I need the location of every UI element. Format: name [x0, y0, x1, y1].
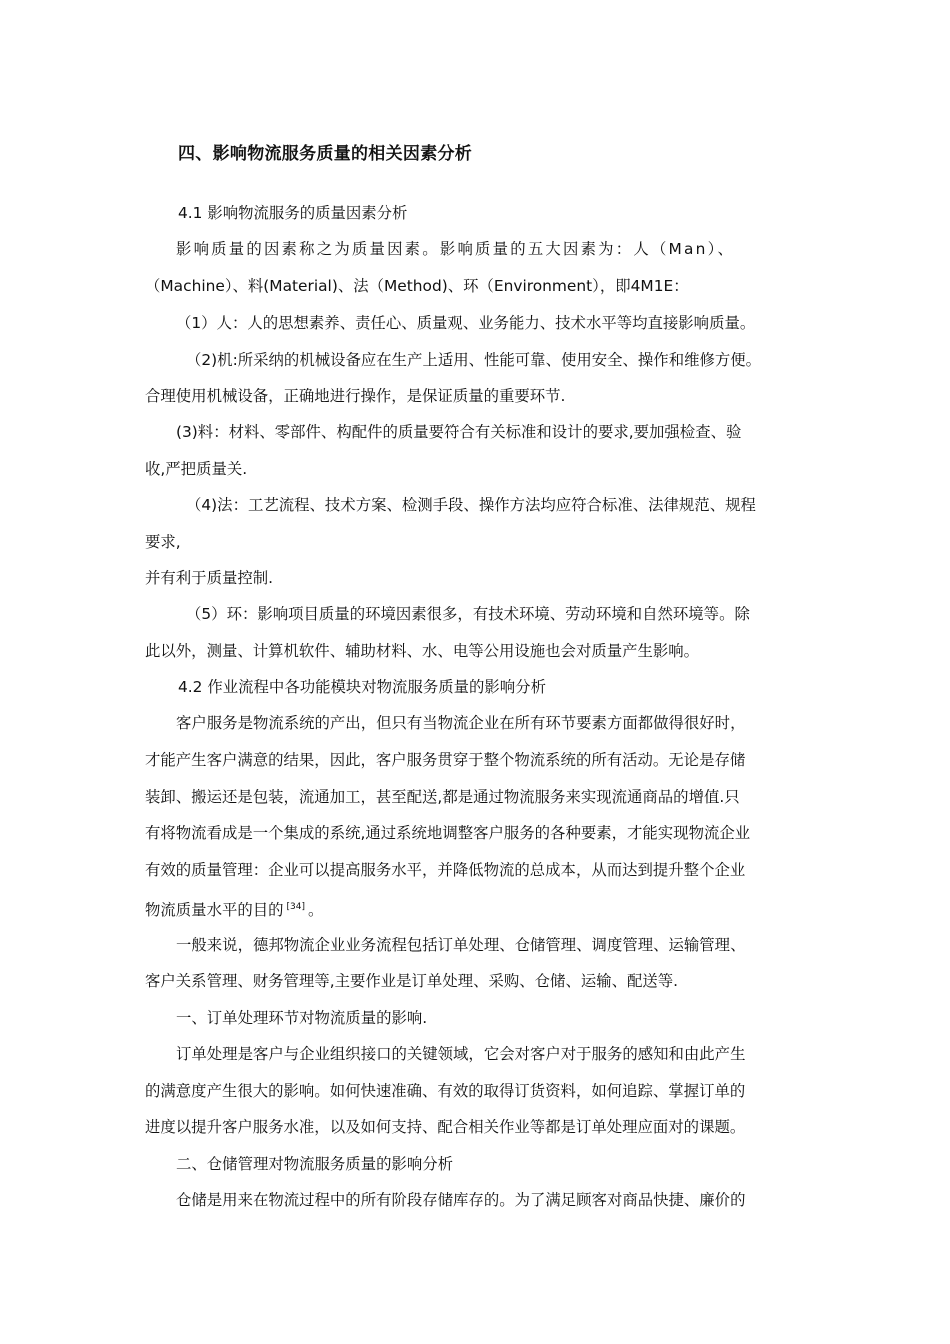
section-heading: 四、影响物流服务质量的相关因素分析: [178, 144, 473, 164]
subsection-title: 一、订单处理环节对物流质量的影响.: [176, 1009, 428, 1027]
paragraph-line: 有将物流看成是一个集成的系统,通过系统地调整客户服务的各种要素，才能实现物流企业: [145, 824, 751, 842]
paragraph-line: 仓储是用来在物流过程中的所有阶段存储库存的。为了满足顾客对商品快捷、廉价的: [176, 1191, 746, 1209]
paragraph-line: 进度以提升客户服务水准，以及如何支持、配合相关作业等都是订单处理应面对的课题。: [145, 1118, 746, 1136]
subsection-title: 二、仓储管理对物流服务质量的影响分析: [176, 1155, 454, 1173]
paragraph-line: （Machine）、料(Material)、法（Method)、环（Environment），即4M1E：: [145, 277, 689, 295]
paragraph-line: 要求,: [145, 533, 181, 551]
paragraph-line: 订单处理是客户与企业组织接口的关键领域，它会对客户对于服务的感知和由此产生: [176, 1045, 746, 1063]
list-item-method: （4)法：工艺流程、技术方案、检测手段、操作方法均应符合标准、法律规范、规程: [186, 496, 756, 514]
paragraph-line: 收,严把质量关.: [145, 460, 248, 478]
list-item-material: (3)料：材料、零部件、构配件的质量要符合有关标准和设计的要求,要加强检查、验: [176, 423, 742, 441]
list-item-machine: （2)机:所采纳的机械设备应在生产上适用、性能可靠、使用安全、操作和维修方便。: [186, 351, 762, 369]
citation-marker: [34]: [286, 902, 306, 912]
paragraph-line: 一般来说，德邦物流企业业务流程包括订单处理、仓储管理、调度管理、运输管理、: [176, 936, 746, 954]
paragraph-text: 。: [308, 901, 324, 919]
paragraph-line: 的满意度产生很大的影响。如何快速准确、有效的取得订货资料，如何追踪、掌握订单的: [145, 1082, 746, 1100]
paragraph-line: 影响质量的因素称之为质量因素。影响质量的五大因素为：人（Man）、: [176, 240, 736, 258]
paragraph-line: 合理使用机械设备，正确地进行操作，是保证质量的重要环节.: [145, 387, 566, 405]
paragraph-line: 客户关系管理、财务管理等,主要作业是订单处理、采购、仓储、运输、配送等.: [145, 972, 679, 990]
paragraph-text: 物流质量水平的目的: [145, 901, 284, 919]
list-item-environment: （5）环：影响项目质量的环境因素很多，有技术环境、劳动环境和自然环境等。除: [186, 605, 750, 623]
paragraph-line: 装卸、搬运还是包装，流通加工，甚至配送,都是通过物流服务来实现流通商品的增值.只: [145, 788, 740, 806]
paragraph-line-with-citation: [145, 897, 323, 920]
paragraph-line: 才能产生客户满意的结果，因此，客户服务贯穿于整个物流系统的所有活动。无论是存储: [145, 751, 746, 769]
paragraph-line: 客户服务是物流系统的产出，但只有当物流企业在所有环节要素方面都做得很好时，: [176, 714, 746, 732]
paragraph-line: 有效的质量管理：企业可以提高服务水平，并降低物流的总成本，从而达到提升整个企业: [145, 861, 746, 879]
subsection-title: 4.2 作业流程中各功能模块对物流服务质量的影响分析: [178, 678, 546, 696]
paragraph-line: 此以外，测量、计算机软件、辅助材料、水、电等公用设施也会对质量产生影响。: [145, 642, 700, 660]
list-item-person: （1）人：人的思想素养、责任心、质量观、业务能力、技术水平等均直接影响质量。: [176, 314, 756, 332]
paragraph-line: 并有利于质量控制.: [145, 569, 274, 587]
subsection-title: 4.1 影响物流服务的质量因素分析: [178, 204, 408, 222]
